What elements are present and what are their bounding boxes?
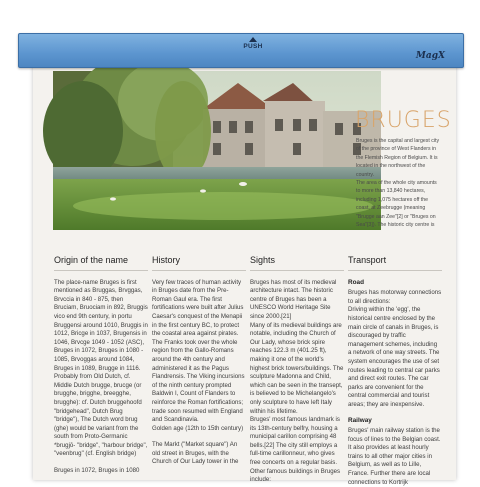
poster-title: BRUGES	[355, 108, 452, 133]
column-paragraph: The place-name Bruges is first mentioned as Bruggas, Brvggas, Brvccia in 840 - 875, then Bruciam, Bruociam in 892, Bruggis vico end 9th century, in portu Bruggensi around 1010, Bruggis in 1012, Bricge in 1037, Brugensis in 1046, Brvcge 1049 - 1052 (ASC), Bruges in 1072, Bruges in 1080 - 1085, Brvoggas around 1084, Bruges in 1089, Brugge in 1116.	[54, 278, 148, 372]
poster-sheet	[33, 60, 456, 486]
column-paragraph: Many of its medieval buildings are notable, including the Church of Our Lady, whose brick spire reaches 122.3 m (401.25 ft), making it one of the world's highest brick towers/buildings. The sculpture Madonna and Child, which can be seen in the transept, is believed to be Michelangelo's only sculpture to have left Italy within his lifetime.	[250, 321, 344, 415]
column-heading: Sights	[250, 256, 344, 271]
intro-paragraph: Bruges is the capital and largest city of the province of West Flanders in the Flemish Region of Belgium. It is located in the northwest of the country.	[356, 138, 440, 178]
column-sights	[250, 256, 344, 485]
column-paragraph: Golden age (12th to 15th century)	[152, 424, 244, 432]
column-origin	[54, 256, 148, 476]
push-tab[interactable]	[239, 37, 267, 50]
column-paragraph: Probably from Old Dutch, cf. Middle Dutch brugge, brucge (or brugghe, brigghe, breegghe, brugghe): cf. Dutch bruggehoofd "bridgehead", Dutch Brug "bridge"), The Dutch word brug (ghe) would be variant from the south from Proto-Germanic *brugjō- "bridge", "harbour bridge", "veenbrug" (cf. English bridge)	[54, 373, 148, 458]
column-paragraph: Bruges' most famous landmark is its 13th-century belfry, housing a municipal carillon comprising 48 bells.[22] The city still employs a full-time carillonneur, who gives free concerts on a regular basis.	[250, 416, 340, 467]
column-transport	[348, 256, 442, 487]
column-history	[152, 256, 246, 467]
column-paragraph: Driving within the 'egg', the historical centre enclosed by the main circle of canals in Bruges, is discouraged by traffic management schemes, including a network of one way streets. The system encourages the use of set routes leading to central car parks and direct exit routes. The car parks are convenient for the central commercial and tourist areas; they are inexpensive.	[348, 306, 440, 408]
column-paragraph: Bruges has most of its medieval architecture intact. The historic centre of Bruges has been a UNESCO World Heritage Site since 2000.[21]	[250, 278, 337, 320]
column-paragraph: Other famous buildings in Bruges include:	[250, 467, 341, 484]
subheading-road: Road	[348, 278, 364, 286]
column-heading: Origin of the name	[54, 256, 148, 271]
up-arrow-icon	[249, 37, 257, 42]
column-paragraph: Bruges' main railway station is the focus of lines to the Belgian coast. It also provides at least hourly trains to all other major cities in Belgium, as well as to Lille, France. Further there are local connections to Kortrijk	[348, 427, 441, 486]
intro-text	[356, 137, 440, 229]
intro-paragraph: The area of the whole city amounts to more than 13,840 hectares, including 1,075 hectares off the coast, at Zeebrugge (meaning "Brugge aan Zee"[2] or "Bruges on Sea"[3]). The historic city centre is	[356, 180, 437, 229]
column-paragraph: Bruges has motorway connections to all directions:	[348, 289, 442, 305]
column-heading: Transport	[348, 256, 442, 271]
column-paragraph: The Markt ("Market square") An old street in Bruges, with the Church of Our Lady tower in the	[152, 441, 239, 466]
brand-logo: MagX	[415, 51, 445, 61]
column-heading: History	[152, 256, 246, 271]
push-label: PUSH	[243, 43, 263, 50]
magnetic-hanger-bar[interactable]	[18, 33, 464, 68]
bruges-canal-image	[53, 71, 381, 230]
bruges-photo	[53, 71, 381, 230]
column-paragraph: Bruges in 1072, Bruges in 1080	[54, 467, 140, 475]
column-paragraph: Very few traces of human activity in Bruges date from the Pre-Roman Gaul era. The first fortifications were built after Julius Caesar's conquest of the Menapii in the first century BC, to protect the coastal area against pirates. The Franks took over the whole region from the Gallo-Romans around the 4th century and administered it as the Pagus Flandrensis. The Viking incursions of the ninth century prompted Baldwin I, Count of Flanders to reinforce the Roman fortifications; trade soon resumed with England and Scandinavia.	[152, 278, 245, 424]
subheading-railway: Railway	[348, 416, 372, 424]
